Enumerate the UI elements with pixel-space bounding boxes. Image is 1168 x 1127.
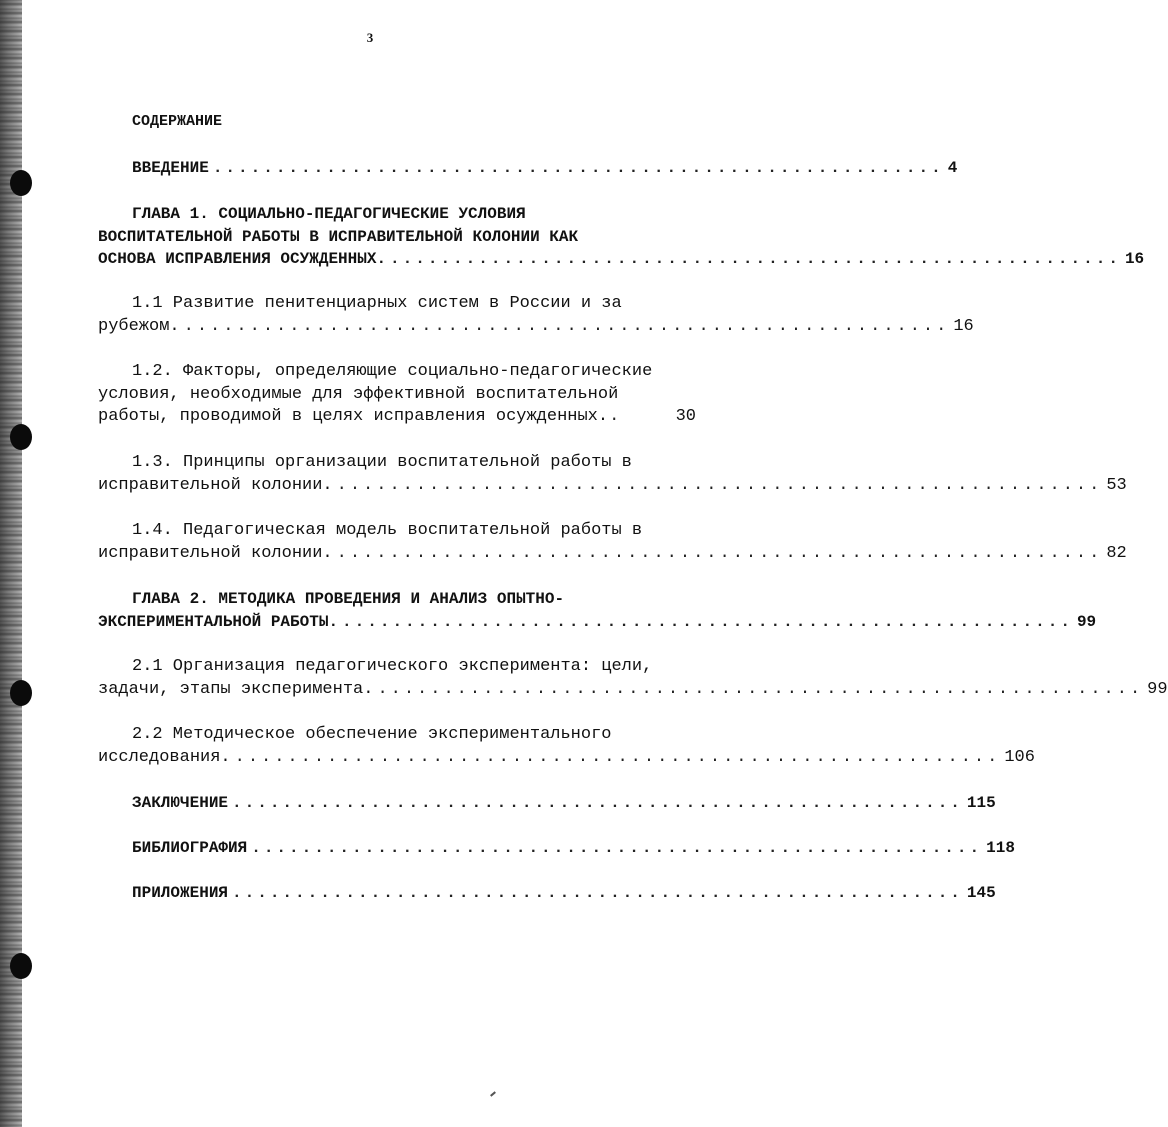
toc-entry-chapter-1: ГЛАВА 1. СОЦИАЛЬНО-ПЕДАГОГИЧЕСКИЕ УСЛОВИЯ ВОСПИТАТЕЛЬНОЙ РАБОТЫ В ИСПРАВИТЕЛЬНОЙ КОЛОНИИ КАК ОСНОВА ИСПРАВЛЕНИЯ ОСУЖДЕННЫХ. .......................................................... 16 <box>98 203 696 271</box>
toc-entry-label: ПРИЛОЖЕНИЯ <box>132 884 229 902</box>
toc-entry-section-1-2: 1.2. Факторы, определяющие социально-педагогические условия, необходимые для эффективной воспитательной работы, проводимой в целях исправления осужденных. . 30 <box>98 361 696 429</box>
toc-entry-line: ГЛАВА 2. МЕТОДИКА ПРОВЕДЕНИЯ И АНАЛИЗ ОПЫТНО- <box>132 590 565 608</box>
toc-entry-line: ГЛАВА 1. СОЦИАЛЬНО-ПЕДАГОГИЧЕСКИЕ УСЛОВИЯ <box>132 205 526 223</box>
toc-entry-section-1-4: 1.4. Педагогическая модель воспитательной работы в исправительной колонии. .......................................................... 82 <box>98 520 696 565</box>
toc-entry-page: 99 <box>1147 679 1168 699</box>
toc-entry-section-2-2: 2.2 Методическое обеспечение экспериментального исследования. .......................................................... 106 <box>98 724 696 769</box>
toc-entry-line: 2.1 Организация педагогического эксперимента: цели, <box>132 657 653 676</box>
toc-entry-appendices: ПРИЛОЖЕНИЯ .......................................................... 145 <box>132 882 710 905</box>
toc-entry-page: 30 <box>675 407 696 426</box>
toc-entry-line: работы, проводимой в целях исправления осужденных. <box>98 407 609 426</box>
toc-entry-page: 16 <box>1124 250 1145 268</box>
toc-entry-label: БИБЛИОГРАФИЯ <box>132 839 248 857</box>
toc-title: СОДЕРЖАНИЕ <box>132 113 223 130</box>
toc-entry-label: ЗАКЛЮЧЕНИЕ <box>132 794 229 812</box>
toc-entry-page: 115 <box>966 794 996 812</box>
toc-entry-section-1-3: 1.3. Принципы организации воспитательной работы в исправительной колонии. .......................................................... 53 <box>98 452 696 497</box>
toc-entry-page: 4 <box>947 159 958 177</box>
toc-entry-line: ЭКСПЕРИМЕНТАЛЬНОЙ РАБОТЫ. <box>98 612 339 631</box>
toc-entry-chapter-2: ГЛАВА 2. МЕТОДИКА ПРОВЕДЕНИЯ И АНАЛИЗ ОПЫТНО- ЭКСПЕРИМЕНТАЛЬНОЙ РАБОТЫ. .......................................................... 99 <box>98 588 696 633</box>
page-number: 3 <box>366 30 374 45</box>
toc-entry-line: 1.4. Педагогическая модель воспитательной работы в <box>132 521 643 540</box>
toc-entry-page: 106 <box>1004 747 1035 767</box>
toc-entry-line: исследования. <box>98 747 231 767</box>
toc-entry-line: исправительной колонии. <box>98 543 333 563</box>
toc-entry-line: 1.3. Принципы организации воспитательной работы в <box>132 453 632 472</box>
toc-entry-page: 82 <box>1106 543 1127 563</box>
toc-entry-page: 16 <box>953 316 974 336</box>
toc-entry-page: 99 <box>1076 612 1097 631</box>
toc-entry-line: 2.2 Методическое обеспечение экспериментального <box>132 725 612 744</box>
toc-entry-line: условия, необходимые для эффективной воспитательной <box>98 384 619 404</box>
toc-entry-line: ВОСПИТАТЕЛЬНОЙ РАБОТЫ В ИСПРАВИТЕЛЬНОЙ КОЛОНИИ КАК <box>98 227 579 246</box>
toc-entry-section-1-1: 1.1 Развитие пенитенциарных систем в России и за рубежом. .......................................................... 16 <box>98 293 696 338</box>
toc-entry-page: 53 <box>1106 475 1127 495</box>
toc-entry-page: 145 <box>966 884 996 902</box>
toc-entry-line: 1.2. Факторы, определяющие социально-педагогические <box>132 362 653 381</box>
toc-entry-line: исправительной колонии. <box>98 475 333 495</box>
toc-entry-bibliography: БИБЛИОГРАФИЯ .......................................................... 118 <box>132 837 710 860</box>
toc-entry-conclusion: ЗАКЛЮЧЕНИЕ .......................................................... 115 <box>132 792 710 815</box>
toc-entry-page: 118 <box>986 839 1015 857</box>
toc-entry-line: рубежом. <box>98 316 180 336</box>
toc-entry-section-2-1: 2.1 Организация педагогического эксперимента: цели, задачи, этапы эксперимента. .......................................................... 99 <box>98 656 696 701</box>
toc-entry-introduction: ВВЕДЕНИЕ .......................................................... 4 <box>132 157 710 180</box>
toc-entry-label: ВВЕДЕНИЕ <box>132 159 209 177</box>
toc-entry-line: задачи, этапы эксперимента. <box>98 679 374 699</box>
toc-entry-line: 1.1 Развитие пенитенциарных систем в России и за <box>132 294 622 313</box>
toc-entry-line: ОСНОВА ИСПРАВЛЕНИЯ ОСУЖДЕННЫХ. <box>98 250 387 268</box>
